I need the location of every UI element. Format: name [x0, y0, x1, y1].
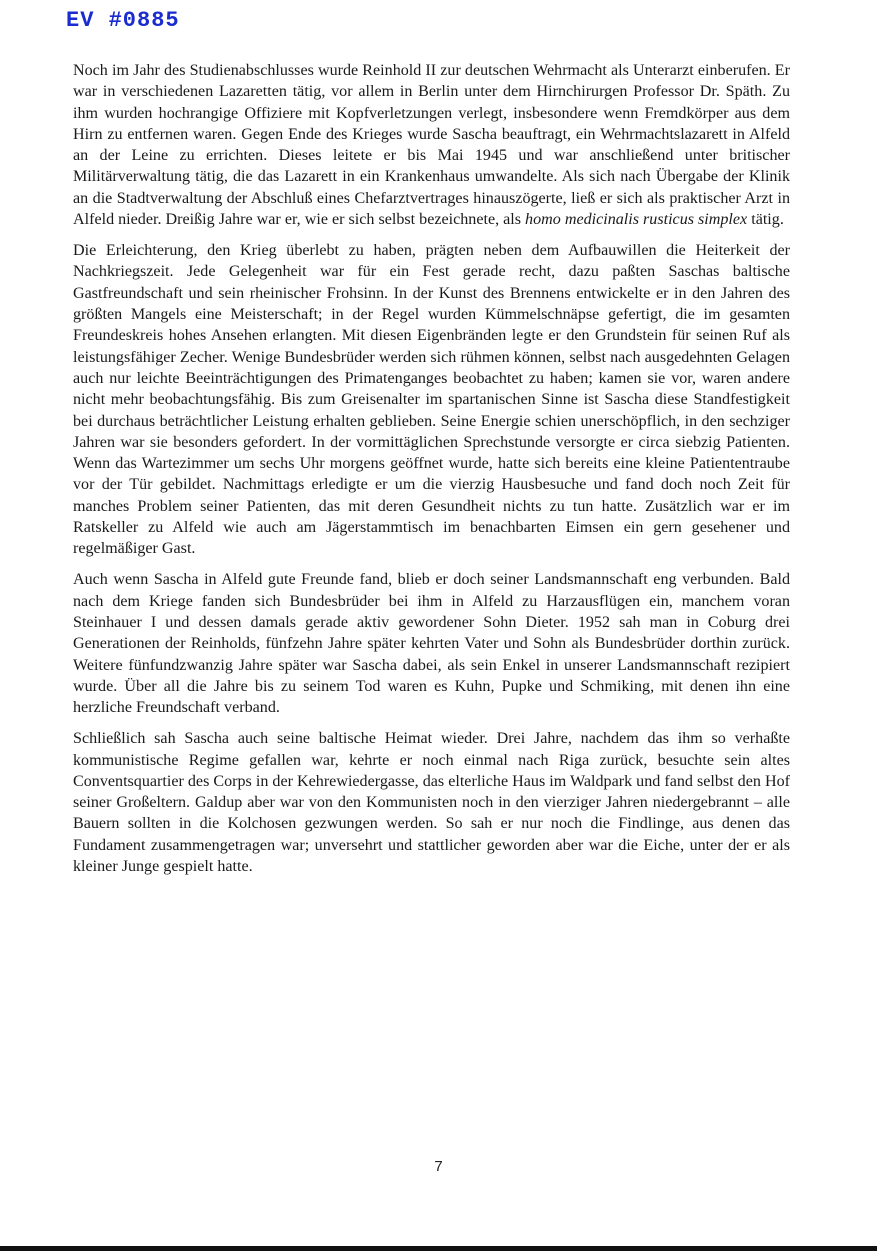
paragraph-4 [73, 728, 790, 877]
document-body [73, 60, 790, 887]
paragraph-4-text: Schließlich sah Sascha auch seine baltische Heimat wieder. Drei Jahre, nachdem das ihm so verhaßte kommunistische Regime gefallen war, kehrte er noch einmal nach Riga zurück, besuchte sein altes Conventsquartier des Corps in der Kehrewiedergasse, das elterliche Haus im Waldpark und fand selbst den Hof seiner Großeltern. Galdup aber war von den Kommunisten noch in den vierziger Jahren niedergebrannt – alle Bauern sollten in die Kolchosen gezwungen werden. So sah er nur noch die Findlinge, aus denen das Fundament zusammengetragen war; unversehrt und stattlicher geworden aber war die Eiche, unter der er als kleiner Junge gespielt hatte. [73, 730, 790, 876]
paragraph-3-text: Auch wenn Sascha in Alfeld gute Freunde fand, blieb er doch seiner Landsmannschaft eng verbunden. Bald nach dem Kriege fanden sich Bundesbrüder bei ihm in Alfeld zu Harzausflügen ein, manchem voran Steinhauer I und dessen damals gerade aktiv gewordener Sohn Dieter. 1952 sah man in Coburg drei Generationen der Reinholds, fünfzehn Jahre später kehrten Vater und Sohn als Bundesbrüder dorthin zurück. Weitere fünfundzwanzig Jahre später war Sascha dabei, als sein Enkel in unserer Landsmannschaft rezipiert wurde. Über all die Jahre bis zu seinem Tod waren es Kuhn, Pupke und Schmiking, mit denen ihn eine herzliche Freundschaft verband. [73, 571, 790, 717]
archive-stamp: EV #0885 [66, 8, 180, 33]
paragraph-2-text: Die Erleichterung, den Krieg überlebt zu haben, prägten neben dem Aufbauwillen die Heiterkeit der Nachkriegszeit. Jede Gelegenheit war für ein Fest gerade recht, dazu paßten Saschas baltische Gastfreundschaft und sein rheinischer Frohsinn. In der Kunst des Brennens entwickelte er in den Jahren des größten Mangels eine Meisterschaft; in der Regel wurden Kümmelschnäpse gefertigt, die im gesamten Freundeskreis hohes Ansehen erlangten. Mit diesen Eigenbränden legte er den Grundstein für seinen Ruf als leistungsfähiger Zecher. Wenige Bundesbrüder werden sich rühmen können, selbst nach ausgedehnten Gelagen auch nur leichte Beeinträchtigungen des Primatenganges beobachtet zu haben; kamen sie vor, waren andere nicht mehr beobachtungsfähig. Bis zum Greisenalter im spartanischen Sinne ist Sascha diese Standfestigkeit bei durchaus beträchtlicher Leistung erhalten geblieben. Seine Energie schien unerschöpflich, in den sechziger Jahren war sie besonders gefordert. In der vormittäglichen Sprechstunde versorgte er circa siebzig Patienten. Wenn das Wartezimmer um sechs Uhr morgens geöffnet wurde, hatte sich bereits eine kleine Patiententraube vor der Tür gebildet. Nachmittags erledigte er um die vierzig Hausbesuche und fand doch noch Zeit für manches Problem seiner Patienten, das mit deren Gesundheit nichts zu tun hatte. Zusätzlich war er im Ratskeller zu Alfeld wie auch am Jägerstammtisch im benachbarten Eimsen ein gern gesehener und regelmäßiger Gast. [73, 242, 790, 558]
page-number: 7 [434, 1158, 443, 1175]
paragraph-1-text-a: Noch im Jahr des Studienabschlusses wurde Reinhold II zur deutschen Wehrmacht als Unterarzt einberufen. Er war in verschiedenen Lazaretten tätig, vor allem in Berlin unter dem Hirnchirurgen Professor Dr. Späth. Zu ihm wurden hochrangige Offiziere mit Kopfverletzungen verlegt, insbesondere wenn Fremdkörper aus dem Hirn zu entfernen waren. Gegen Ende des Krieges wurde Sascha beauftragt, ein Wehrmachtslazarett in Alfeld an der Leine zu errichten. Dieses leitete er bis Mai 1945 und war anschließend unter britischer Militärverwaltung tätig, die das Lazarett in ein Krankenhaus umwandelte. Als sich nach Übergabe der Klinik an die Stadtverwaltung der Abschluß eines Chefarztvertrages hinauszögerte, ließ er sich als praktischer Arzt in Alfeld nieder. Dreißig Jahre war er, wie er sich selbst bezeichnete, als [73, 62, 790, 229]
paragraph-3 [73, 569, 790, 718]
paragraph-2 [73, 240, 790, 559]
scan-bottom-edge [0, 1246, 877, 1251]
paragraph-1-italic-phrase: homo medicinalis rusticus simplex [525, 211, 748, 229]
paragraph-1-text-b: tätig. [747, 211, 784, 229]
paragraph-1 [73, 60, 790, 230]
